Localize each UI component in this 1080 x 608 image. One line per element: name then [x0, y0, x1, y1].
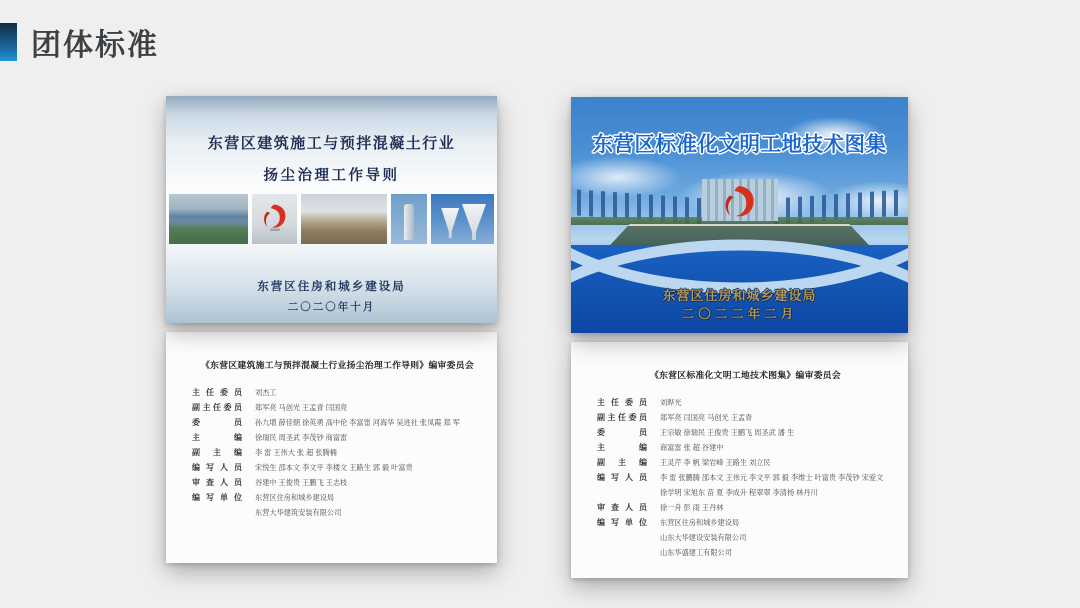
- committee-names-line: 郑军亮 闫国亮 马创光 王孟青: [660, 413, 753, 422]
- committee-names-line: 谷建中 王俊贵 王鹏飞 王志枝: [255, 478, 348, 487]
- funnel-shape: [441, 208, 459, 238]
- committee-names-line: 徐学明 宋旭东 苗 夏 李成升 程翠翠 李清杨 林丹川: [660, 488, 818, 497]
- cover-photo-strip: [169, 194, 494, 244]
- committee-row-names: [255, 448, 337, 458]
- committee-row-names: [660, 458, 771, 468]
- committee-row-label: 编写人员: [597, 473, 647, 482]
- committee-names-line: 山东华盛建工有限公司: [660, 548, 732, 557]
- committee-row-label: 主任委员: [192, 388, 242, 397]
- committee-names-line: 山东大华建设安装有限公司: [660, 533, 747, 542]
- red-sculpture-photo: [252, 194, 296, 244]
- committee-names-line: 王宗敏 徐瑞民 王俊贵 王鹏飞 周圣武 潘 生: [660, 428, 795, 437]
- right-cover-page: [571, 97, 908, 333]
- committee-names-line: 孙九增 薛佳朝 徐英勇 高中伦 李富雷 河海华 吴进社 张凤霞 郑 军: [255, 418, 460, 427]
- committee-row: [192, 463, 483, 473]
- committee-row-label: 副主任委员: [597, 413, 647, 422]
- committee-names-line: 徐瑞民 周圣武 李茂钞 商富雷: [255, 433, 348, 442]
- committee-names-line: 李 雷 张鹏腾 邵本文 王伟元 李文平 郭 毅 李维士 叶富贵 李茂钞 宋爱文: [660, 473, 884, 482]
- left-committee-heading: 《东营区建筑施工与预拌混凝土行业扬尘治理工作导则》编审委员会: [201, 360, 474, 370]
- committee-names-line: 王灵芹 李 帆 梁岩峰 王路生 刘立民: [660, 458, 771, 467]
- committee-row-label: 审查人员: [597, 503, 647, 512]
- committee-row-names: [255, 388, 277, 398]
- tower-shape: [404, 204, 414, 240]
- right-cover-date: 二〇二二年二月: [681, 307, 798, 321]
- committee-row: [192, 388, 483, 398]
- committee-row: [597, 413, 894, 423]
- committee-row-names: [660, 473, 883, 498]
- committee-row: [192, 418, 483, 428]
- committee-names-line: 东营区住房和城乡建设局: [660, 518, 740, 527]
- committee-row-label: 编写人员: [192, 463, 242, 472]
- committee-row: [597, 473, 894, 498]
- committee-row: [192, 493, 483, 518]
- left-cover-title-line1: 东营区建筑施工与预拌混凝土行业: [207, 135, 456, 152]
- slide-header: [0, 20, 159, 64]
- committee-names-line: 郑军亮 马创光 王孟青 闫国亮: [255, 403, 348, 412]
- committee-names-line: 东营区住房和城乡建设局: [255, 493, 335, 502]
- committee-row-names: [660, 428, 794, 438]
- committee-row: [597, 428, 894, 438]
- tower-photo: [391, 194, 427, 244]
- left-cover-title-line2: 扬尘治理工作导则: [263, 168, 400, 184]
- committee-row-label: 副主编: [597, 458, 647, 467]
- funnel-shape: [462, 204, 486, 240]
- left-cover-date: 二〇二〇年十月: [287, 301, 376, 313]
- committee-row-label: 主编: [192, 433, 242, 442]
- committee-row-label: 主编: [597, 443, 647, 452]
- left-document: [166, 96, 497, 563]
- committee-row-label: 副主任委员: [192, 403, 242, 412]
- committee-row-names: [660, 518, 746, 558]
- left-cover-page: [166, 96, 497, 323]
- slide-title: 团体标准: [31, 29, 159, 62]
- left-cover-publisher: 东营区住房和城乡建设局: [257, 281, 406, 293]
- committee-names-line: 商富雷 张 超 谷建中: [660, 443, 724, 452]
- committee-row: [597, 398, 894, 408]
- committee-row: [597, 518, 894, 558]
- committee-row-label: 编写单位: [192, 493, 242, 502]
- right-committee-page: [571, 342, 908, 578]
- committee-names-line: 刘杰工: [255, 388, 277, 397]
- plaza-photo: [301, 194, 387, 244]
- committee-names-line: 东营大华建筑安装有限公司: [255, 508, 342, 517]
- committee-row-label: 审查人员: [192, 478, 242, 487]
- committee-row: [192, 403, 483, 413]
- committee-row: [597, 458, 894, 468]
- committee-row: [597, 503, 894, 513]
- right-committee-heading: 《东营区标准化文明工地技术图集》编审委员会: [649, 370, 842, 380]
- committee-names-line: 徐一舟 彭 雨 王丹林: [660, 503, 724, 512]
- committee-row: [192, 433, 483, 443]
- committee-row-names: [255, 433, 347, 443]
- committee-row-names: [660, 503, 724, 513]
- committee-row: [192, 448, 483, 458]
- committee-row-names: [255, 478, 347, 488]
- committee-row-label: 副主编: [192, 448, 242, 457]
- committee-row-names: [660, 413, 752, 423]
- committee-row-names: [255, 418, 460, 428]
- left-committee-page: [166, 332, 497, 563]
- committee-row-names: [660, 443, 724, 453]
- committee-row: [192, 478, 483, 488]
- right-document: [571, 97, 908, 578]
- red-sculpture-icon: [260, 202, 290, 236]
- committee-row-label: 主任委员: [597, 398, 647, 407]
- committee-row-names: [255, 463, 413, 473]
- right-cover-title: 东营区标准化文明工地技术图集: [592, 133, 887, 156]
- committee-row-names: [255, 403, 347, 413]
- left-committee-rows: [192, 388, 483, 518]
- committee-row-label: 委员: [192, 418, 242, 427]
- committee-row: [597, 443, 894, 453]
- right-committee-rows: [597, 398, 894, 558]
- committee-names-line: 宋悦生 邵本文 李文平 李楼文 王路生 郭 毅 叶富贵: [255, 463, 413, 472]
- funnel-towers-photo: [431, 194, 494, 244]
- committee-row-names: [660, 398, 682, 408]
- committee-row-names: [255, 493, 341, 518]
- committee-row-label: 委员: [597, 428, 647, 437]
- accent-bar-icon: [0, 23, 17, 61]
- committee-names-line: 刘晔光: [660, 398, 682, 407]
- right-cover-publisher: 东营区住房和城乡建设局: [662, 288, 817, 303]
- committee-names-line: 李 雷 王伟大 张 超 张腾楠: [255, 448, 337, 457]
- committee-row-label: 编写单位: [597, 518, 647, 527]
- city-aerial-photo: [169, 194, 248, 244]
